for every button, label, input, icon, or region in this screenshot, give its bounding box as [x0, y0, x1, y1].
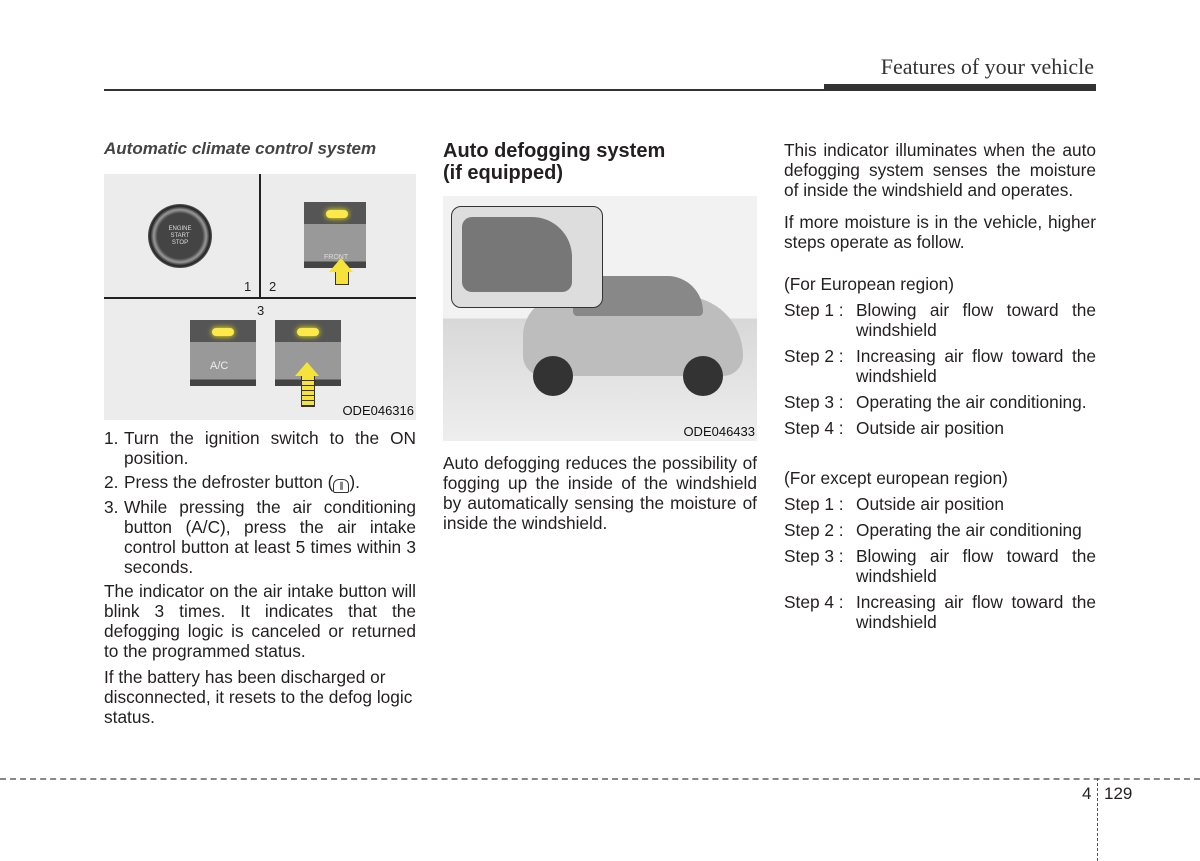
step-item: Step 2 : Operating the air conditioning [784, 520, 1082, 540]
label-3: 3 [257, 303, 265, 318]
subheading: Automatic climate control system [104, 139, 377, 158]
list-item: 3. While pressing the air conditioning button (A/C), press the air intake control button at least 5 times within 3 seconds. [104, 497, 416, 577]
label-1: 1 [244, 279, 252, 294]
step-item: Step 4 : Increasing air flow toward the windshield [784, 592, 1096, 632]
region-label: (For European region) [784, 274, 955, 294]
climate-control-figure [104, 174, 416, 420]
running-header: Features of your vehicle [880, 54, 1094, 79]
footer-rule [0, 778, 1200, 780]
car-figure [443, 196, 757, 441]
middle-heading [443, 140, 757, 184]
header-rule-thick [824, 84, 1096, 91]
label-2: 2 [269, 279, 277, 294]
step-item: Step 4 : Outside air position [784, 418, 1004, 438]
step-item: Step 1 : Outside air position [784, 494, 1004, 514]
list-item: 1. Turn the ignition switch to the ON position. [104, 428, 416, 468]
left-body [104, 428, 416, 733]
instruction-list [104, 428, 416, 577]
footer-divider [1097, 778, 1098, 861]
chapter-number: 4 [1082, 784, 1092, 803]
step-item: Step 2 : Increasing air flow toward the windshield [784, 346, 1096, 386]
paragraph: If the battery has been discharged or disconnected, it resets to the defog logic status. [104, 667, 413, 727]
region-label: (For except european region) [784, 468, 1008, 488]
defroster-icon: ⫼ [333, 479, 349, 493]
header-rule [104, 89, 824, 91]
ac-button: A/C [190, 320, 256, 386]
list-item: 2. Press the defroster button ( ⫼ ). [104, 472, 360, 492]
step-item: Step 1 : Blowing air flow toward the windshield [784, 300, 1096, 340]
left-column [104, 139, 416, 159]
engine-start-button: ENGINE START STOP [148, 204, 212, 268]
section-heading: Auto defogging system [443, 140, 666, 162]
front-defrost-button: FRONT [304, 202, 366, 268]
right-column [784, 140, 1096, 638]
figure-code: ODE046316 [342, 403, 414, 418]
paragraph: The indicator on the air intake button will blink 3 times. It indicates that the defogging logic is canceled or returned to the programmed status. [104, 581, 416, 661]
paragraph: This indicator illuminates when the auto defogging system senses the moisture of inside the windshield and operates. [784, 140, 1096, 200]
paragraph: If more moisture is in the vehicle, higher steps operate as follow. [784, 212, 1096, 252]
section-heading-qualifier: (if equipped) [443, 162, 563, 184]
page-number: 129 [1104, 784, 1133, 803]
figure-code: ODE046433 [683, 424, 755, 439]
mirror-inset [451, 206, 603, 308]
step-item: Step 3 : Blowing air flow toward the windshield [784, 546, 1096, 586]
step-item: Step 3 : Operating the air conditioning. [784, 392, 1087, 412]
middle-body [443, 453, 757, 539]
paragraph: Auto defogging reduces the possibility of fogging up the inside of the windshield by automatically sensing the moisture of inside the windshield. [443, 453, 757, 533]
